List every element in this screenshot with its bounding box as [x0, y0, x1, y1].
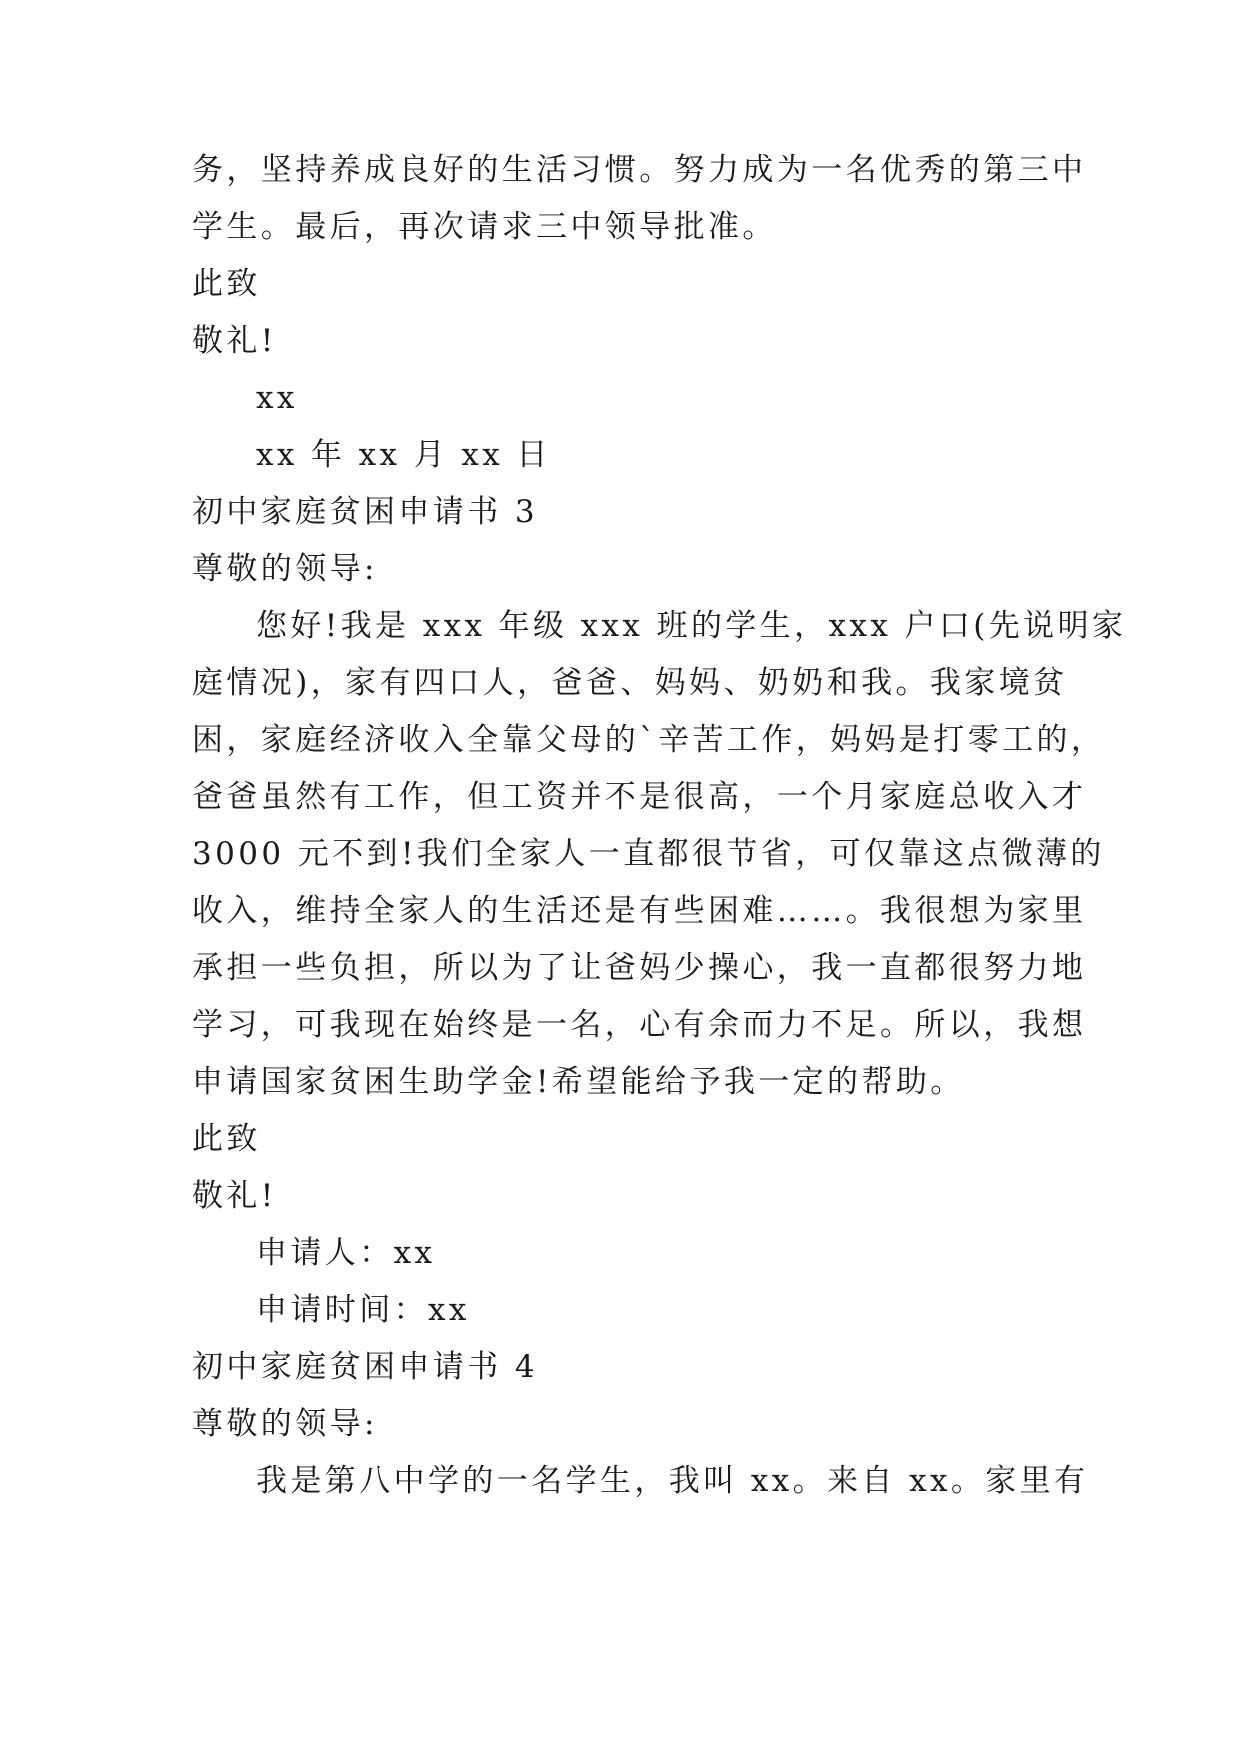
section-heading: 初中家庭贫困申请书 3 — [192, 494, 538, 530]
closing-regards: 敬礼! — [192, 323, 277, 359]
body-text-line: 学生。最后，再次请求三中领导批准。 — [192, 209, 777, 245]
section-heading: 初中家庭贫困申请书 4 — [192, 1349, 538, 1385]
body-text-line: 您好!我是 xxx 年级 xxx 班的学生，xxx 户口(先说明家 — [256, 608, 1127, 644]
body-text-line: 承担一些负担，所以为了让爸妈少操心，我一直都很努力地 — [192, 950, 1087, 986]
applicant-line: 申请人：xx — [256, 1235, 436, 1271]
body-text-line: 3000 元不到!我们全家人一直都很节省，可仅靠这点微薄的 — [192, 836, 1105, 872]
signature-name: xx — [256, 380, 298, 416]
body-text-line: 学习，可我现在始终是一名，心有余而力不足。所以，我想 — [192, 1007, 1087, 1043]
signature-date: xx 年 xx 月 xx 日 — [256, 437, 551, 473]
body-text-line: 困，家庭经济收入全靠父母的`辛苦工作，妈妈是打零工的， — [192, 722, 1106, 758]
body-text-line: 爸爸虽然有工作，但工资并不是很高，一个月家庭总收入才 — [192, 779, 1087, 815]
closing-salutation: 此致 — [192, 1121, 261, 1157]
closing-regards: 敬礼! — [192, 1178, 277, 1214]
closing-salutation: 此致 — [192, 266, 261, 302]
greeting: 尊敬的领导: — [192, 1406, 378, 1442]
body-text-line: 申请国家贫困生助学金!希望能给予我一定的帮助。 — [192, 1064, 965, 1100]
body-text-line: 务，坚持养成良好的生活习惯。努力成为一名优秀的第三中 — [192, 152, 1087, 188]
greeting: 尊敬的领导: — [192, 551, 378, 587]
body-text-line: 收入，维持全家人的生活还是有些困难……。我很想为家里 — [192, 893, 1087, 929]
application-time-line: 申请时间：xx — [256, 1292, 470, 1328]
body-text-line: 我是第八中学的一名学生，我叫 xx。来自 xx。家里有 — [256, 1463, 1089, 1499]
body-text-line: 庭情况)，家有四口人，爸爸、妈妈、奶奶和我。我家境贫 — [192, 665, 1068, 701]
